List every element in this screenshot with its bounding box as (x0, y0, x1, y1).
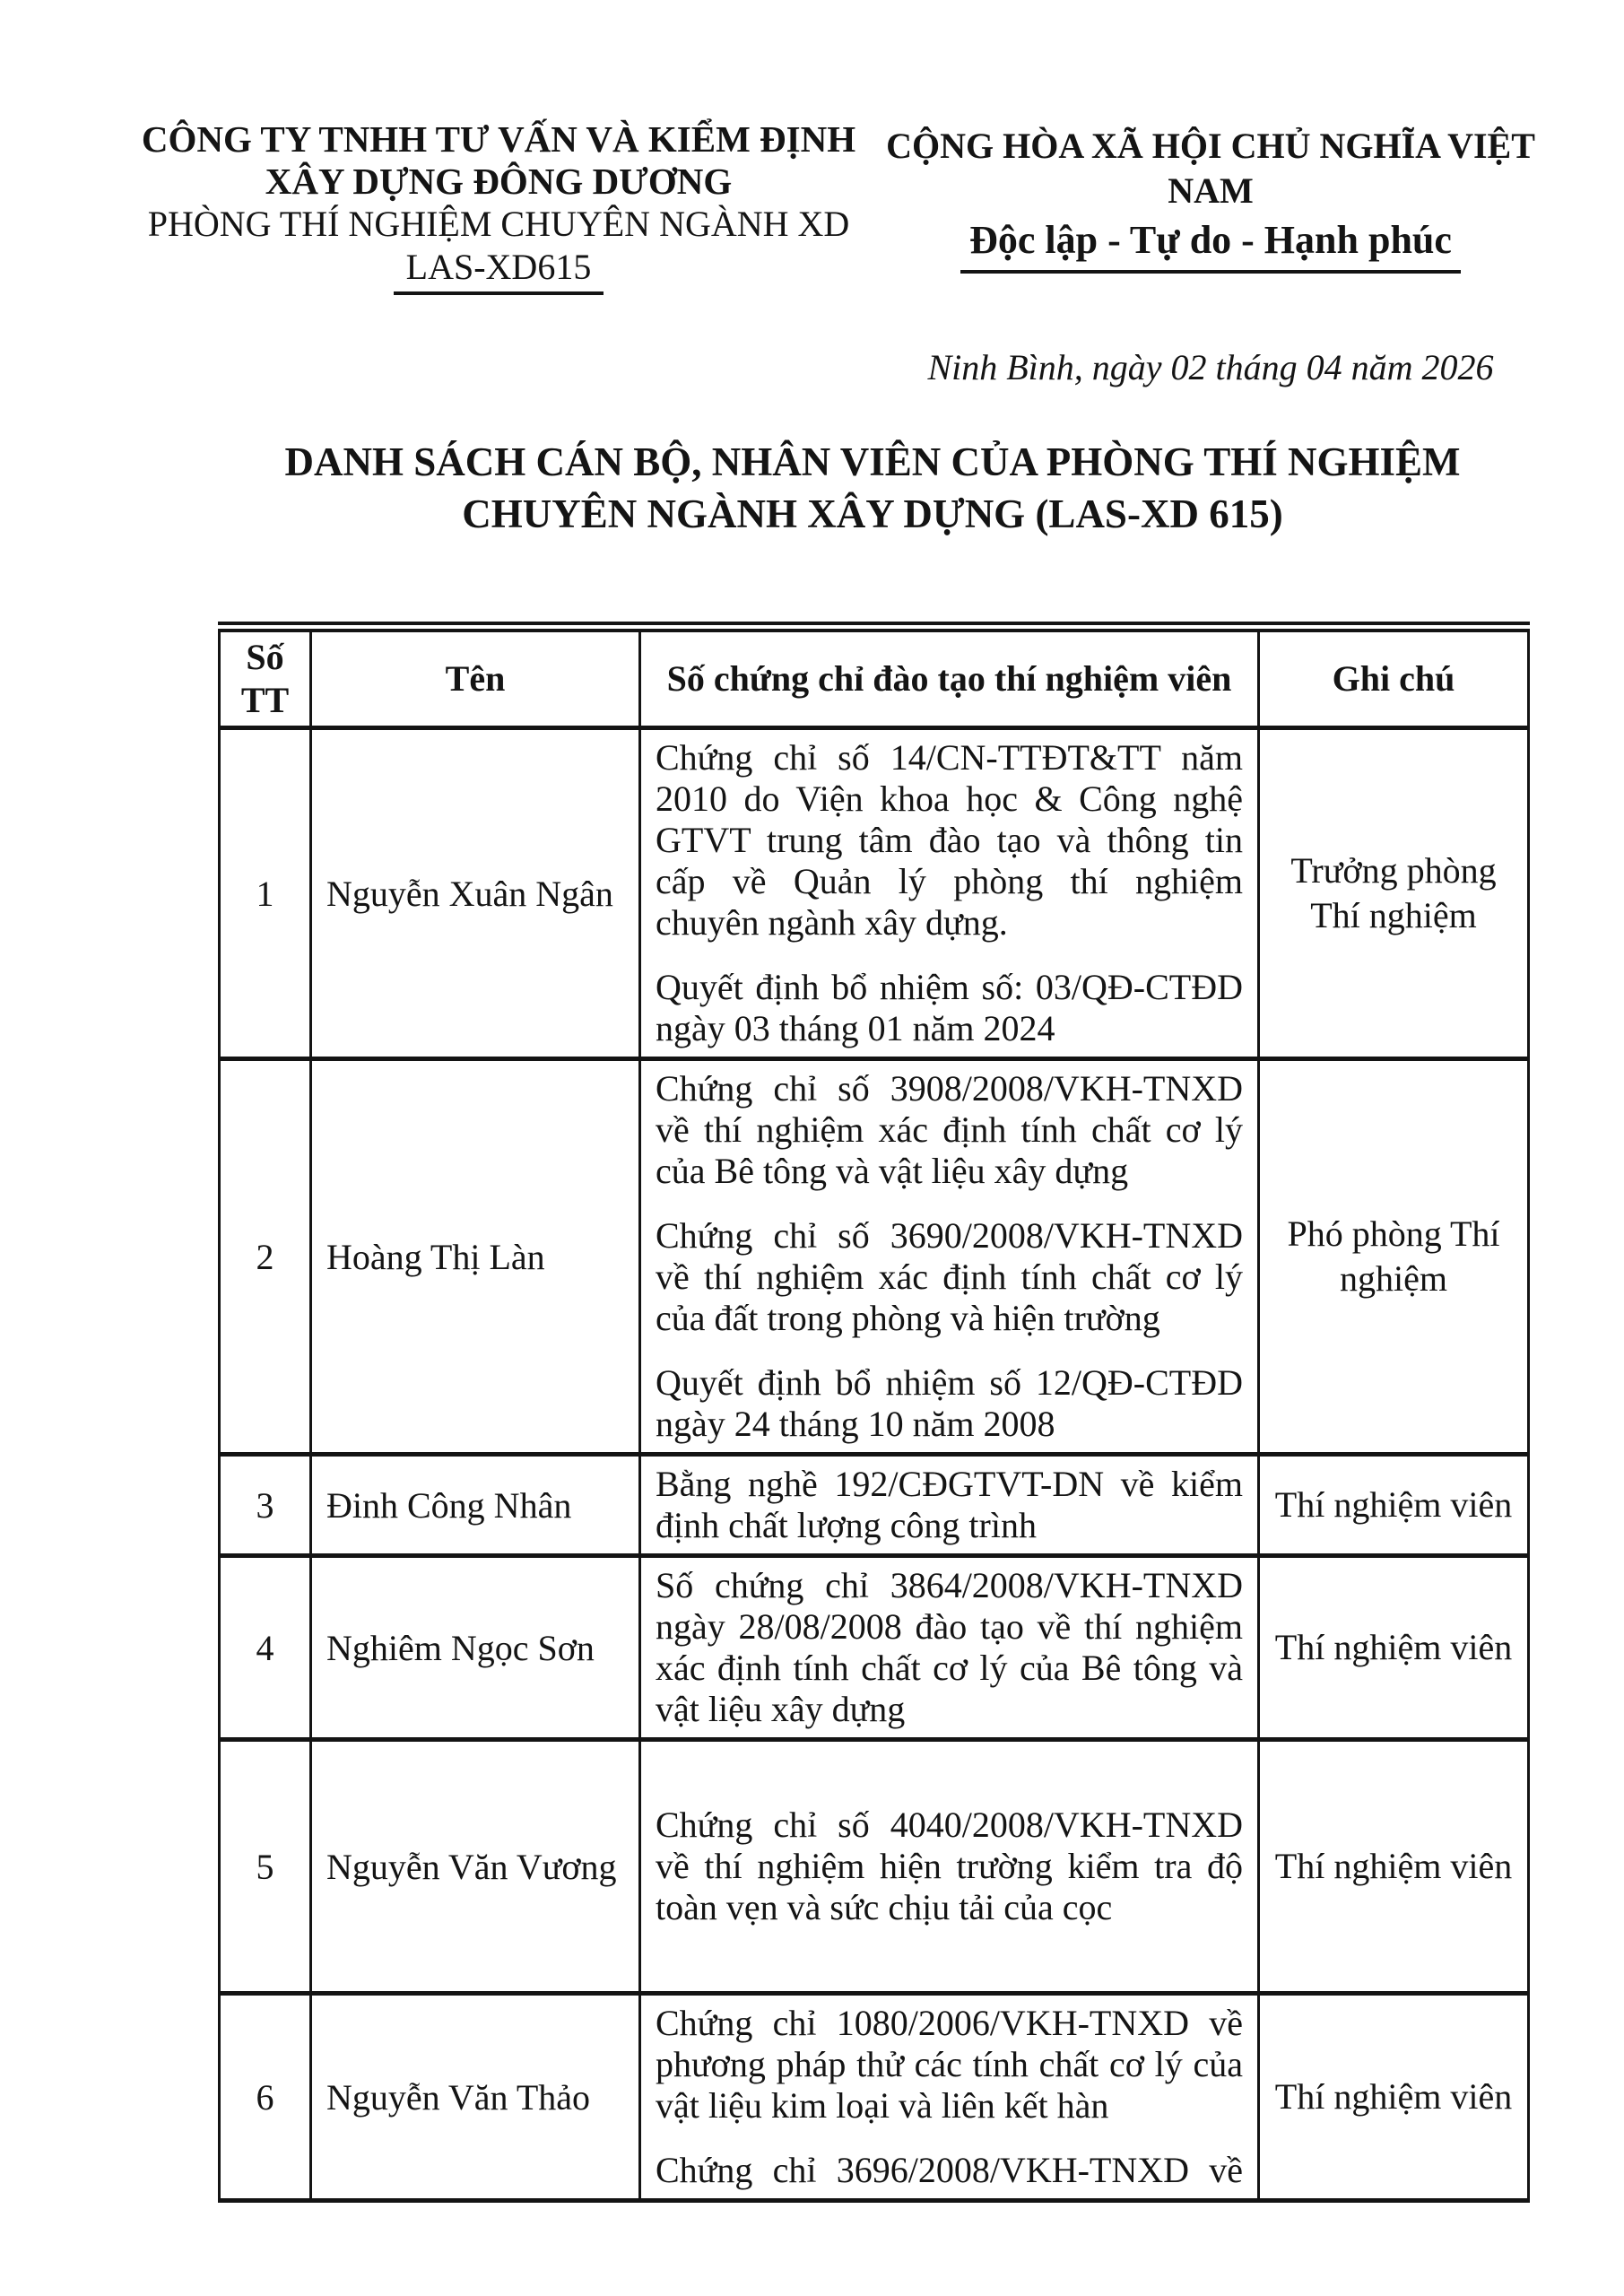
certificate-paragraph: Quyết định bổ nhiệm số: 03/QĐ-CTĐD ngày 03 tháng 01 năm 2024 (656, 967, 1243, 1048)
table-row (220, 728, 1529, 1059)
department-name: PHÒNG THÍ NGHIỆM CHUYÊN NGÀNH XD (147, 204, 850, 244)
row-name: Nguyễn Văn Thảo (311, 1994, 640, 2201)
row-note: Thí nghiệm viên (1259, 1994, 1529, 2201)
row-stt: 1 (220, 728, 311, 1059)
row-stt: 5 (220, 1740, 311, 1994)
row-name: Đinh Công Nhân (311, 1455, 640, 1556)
row-note: Thí nghiệm viên (1259, 1455, 1529, 1556)
certificate-paragraph: Chứng chỉ số 3690/2008/VKH-TNXD về thí nghiệm xác định tính chất cơ lý của đất trong phòng và hiện trường (656, 1215, 1243, 1338)
certificate-paragraph: Bằng nghề 192/CĐGTVT-DN về kiểm định chất lượng công trình (656, 1464, 1243, 1545)
document-title (218, 436, 1527, 540)
certificate-paragraph: Số chứng chỉ 3864/2008/VKH-TNXD ngày 28/08/2008 đào tạo về thí nghiệm xác định tính chất cơ lý của Bê tông và vật liệu xây dựng (656, 1565, 1243, 1729)
row-stt: 2 (220, 1059, 311, 1455)
certificate-paragraph: Quyết định bổ nhiệm số 12/QĐ-CTĐD ngày 24 tháng 10 năm 2008 (656, 1362, 1243, 1444)
row-certificates (640, 1994, 1259, 2201)
certificate-paragraph: Chứng chỉ 1080/2006/VKH-TNXD về phương pháp thử các tính chất cơ lý của vật liệu kim loại và liên kết hàn (656, 2003, 1243, 2126)
row-certificates (640, 1556, 1259, 1740)
row-certificates (640, 1455, 1259, 1556)
table-row (220, 1455, 1529, 1556)
row-stt: 3 (220, 1455, 311, 1556)
header-cell-note: Ghi chú (1259, 627, 1529, 728)
national-title: CỘNG HÒA XÃ HỘI CHỦ NGHĨA VIỆT NAM (886, 126, 1535, 211)
table-row (220, 1556, 1529, 1740)
row-note: Trưởng phòng Thí nghiệm (1259, 728, 1529, 1059)
table-header-row (220, 627, 1529, 728)
row-stt: 4 (220, 1556, 311, 1740)
row-name: Nguyễn Văn Vương (311, 1740, 640, 1994)
certificate-paragraph: Chứng chỉ số 4040/2008/VKH-TNXD về thí nghiệm hiện trường kiểm tra độ toàn vẹn và sức chịu tải của cọc (656, 1805, 1243, 1927)
document-title-line2: CHUYÊN NGÀNH XÂY DỰNG (LAS-XD 615) (462, 491, 1283, 536)
place-date-line: Ninh Bình, ngày 02 tháng 04 năm 2026 (927, 347, 1494, 387)
row-note: Thí nghiệm viên (1259, 1556, 1529, 1740)
row-name: Nguyễn Xuân Ngân (311, 728, 640, 1059)
row-certificates (640, 728, 1259, 1059)
header-cell-stt: Số TT (220, 627, 311, 728)
row-name: Hoàng Thị Làn (311, 1059, 640, 1455)
header-cell-cert: Số chứng chỉ đào tạo thí nghiệm viên (640, 627, 1259, 728)
header-cell-name: Tên (311, 627, 640, 728)
lab-code: LAS-XD615 (394, 246, 604, 295)
row-certificates (640, 1740, 1259, 1994)
row-note: Thí nghiệm viên (1259, 1740, 1529, 1994)
table-row (220, 1059, 1529, 1455)
company-name-line1: CÔNG TY TNHH TƯ VẤN VÀ KIỂM ĐỊNH (141, 118, 856, 160)
certificate-paragraph: Chứng chỉ số 3908/2008/VKH-TNXD về thí nghiệm xác định tính chất cơ lý của Bê tông và vật liệu xây dựng (656, 1068, 1243, 1191)
row-note: Phó phòng Thí nghiệm (1259, 1059, 1529, 1455)
org-header-block (113, 118, 884, 296)
national-motto: Độc lập - Tự do - Hạnh phúc (960, 217, 1461, 274)
certificate-paragraph: Chứng chỉ số 14/CN-TTĐT&TT năm 2010 do Viện khoa học & Công nghệ GTVT trung tâm đào tạo và thông tin cấp về Quản lý phòng thí nghiệm chuyên ngành xây dựng. (656, 737, 1243, 943)
staff-table (218, 622, 1530, 2203)
table-row (220, 1994, 1529, 2201)
national-header-block (852, 124, 1569, 274)
document-title-line1: DANH SÁCH CÁN BỘ, NHÂN VIÊN CỦA PHÒNG THÍ NGHIỆM (284, 439, 1461, 484)
certificate-paragraph-cut: Chứng chỉ 3696/2008/VKH-TNXD về (656, 2150, 1243, 2190)
row-certificates (640, 1059, 1259, 1455)
table-row (220, 1740, 1529, 1994)
row-stt: 6 (220, 1994, 311, 2201)
row-name: Nghiêm Ngọc Sơn (311, 1556, 640, 1740)
company-name-line2: XÂY DỰNG ĐÔNG DƯƠNG (265, 161, 733, 202)
